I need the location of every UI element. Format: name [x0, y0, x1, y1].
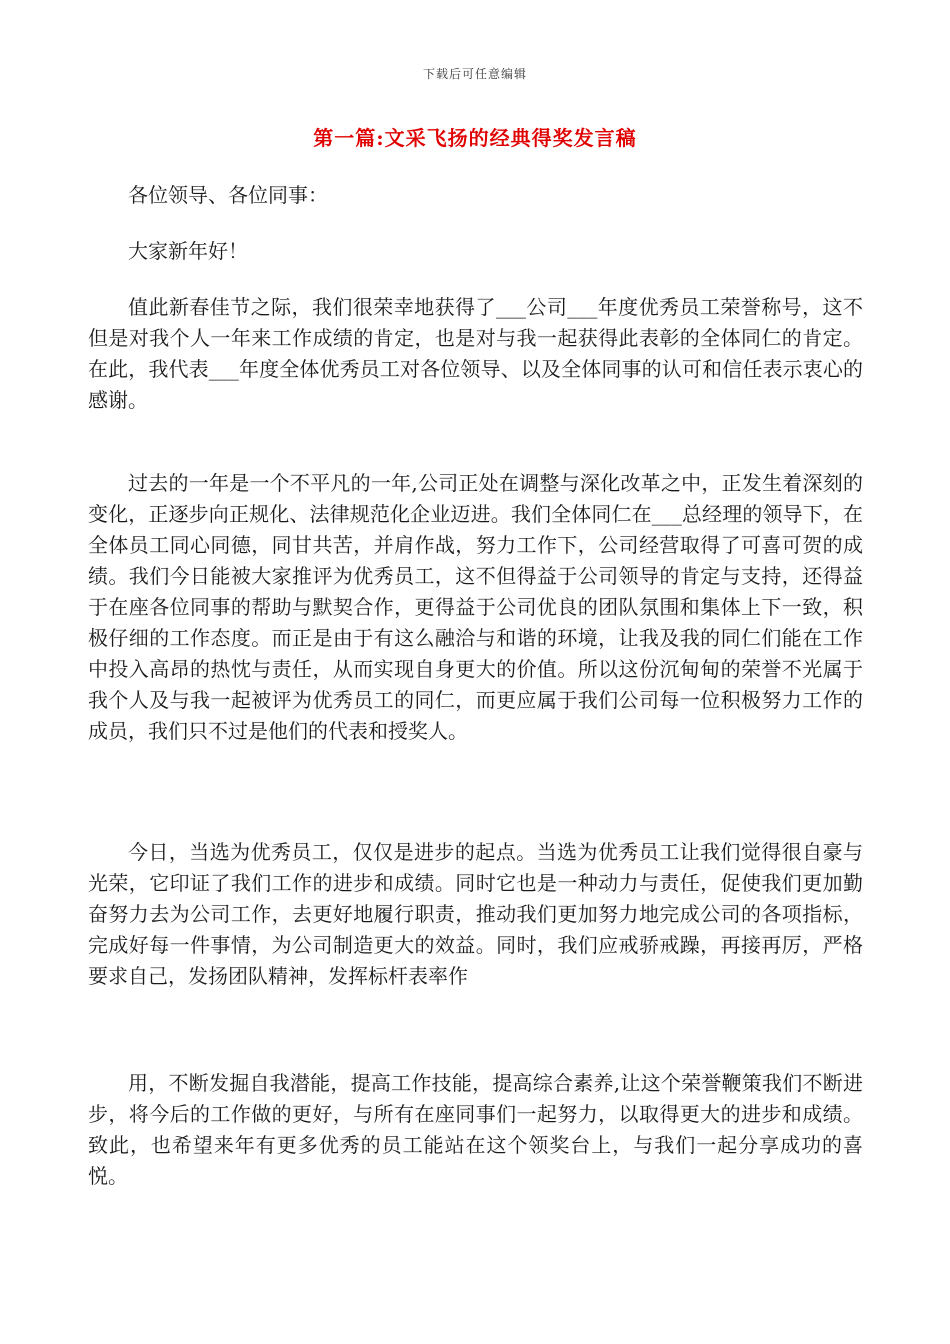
document-title: 第一篇:文采飞扬的经典得奖发言稿	[313, 126, 637, 150]
paragraph-1: 值此新春佳节之际，我们很荣幸地获得了___公司___年度优秀员工荣誉称号，这不但是对我个人一年来工作成绩的肯定，也是对与我一起获得此表彰的全体同仁的肯定。在此，我代表___年度全体优秀员工对各位领导、以及全体同事的认可和信任表示衷心的感谢。	[88, 295, 863, 412]
greeting: 大家新年好！	[128, 239, 248, 263]
salutation: 各位领导、各位同事：	[128, 183, 328, 207]
paragraph-4: 用，不断发掘自我潜能，提高工作技能，提高综合素养,让这个荣誉鞭策我们不断进步，将今后的工作做的更好，与所有在座同事们一起努力，以取得更大的进步和成绩。致此，也希望来年有更多优秀的员工能站在这个领奖台上，与我们一起分享成功的喜悦。	[88, 1071, 863, 1188]
header-note: 下载后可任意编辑	[422, 67, 527, 81]
paragraph-3: 今日，当选为优秀员工，仅仅是进步的起点。当选为优秀员工让我们觉得很自豪与光荣，它印证了我们工作的进步和成绩。同时它也是一种动力与责任，促使我们更加勤奋努力去为公司工作，去更好地履行职责，推动我们更加努力地完成公司的各项指标，完成好每一件事情，为公司制造更大的效益。同时，我们应戒骄戒躁，再接再厉，严格要求自己，发扬团队精神，发挥标杆表率作	[88, 840, 863, 988]
paragraph-2: 过去的一年是一个不平凡的一年,公司正处在调整与深化改革之中，正发生着深刻的变化，正逐步向正规化、法律规范化企业迈进。我们全体同仁在___总经理的领导下，在全体员工同心同德，同甘共苦，并肩作战，努力工作下，公司经营取得了可喜可贺的成绩。我们今日能被大家推评为优秀员工，这不但得益于公司领导的肯定与支持，还得益于在座各位同事的帮助与默契合作，更得益于公司优良的团队氛围和集体上下一致，积极仔细的工作态度。而正是由于有这么融洽与和谐的环境，让我及我的同仁们能在工作中投入高昂的热忱与责任，从而实现自身更大的价值。所以这份沉甸甸的荣誉不光属于我个人及与我一起被评为优秀员工的同仁，而更应属于我们公司每一位积极努力工作的成员，我们只不过是他们的代表和授奖人。	[88, 471, 863, 743]
